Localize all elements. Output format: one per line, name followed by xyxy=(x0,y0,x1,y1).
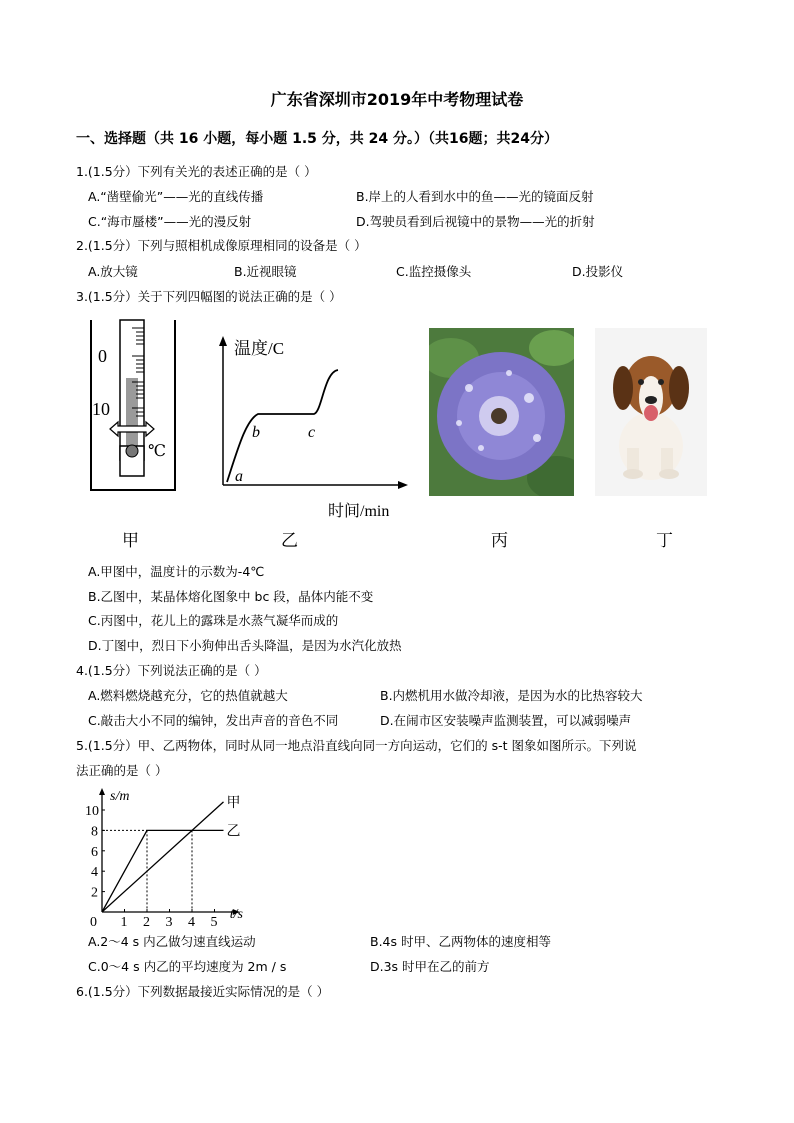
question-5-option-a: A.2～4 s 内乙做匀速直线运动 xyxy=(88,934,256,949)
section-heading: 一、选择题（共 16 小题，每小题 1.5 分，共 24 分。）（共16题；共24分） xyxy=(76,131,558,147)
question-2-option-d: D.投影仪 xyxy=(572,264,624,279)
question-5-option-c: C.0～4 s 内乙的平均速度为 2m / s xyxy=(88,959,287,974)
series-line-yi xyxy=(102,830,224,912)
question-1-stem: 1.(1.5分）下列有关光的表述正确的是（ ） xyxy=(76,164,317,179)
series-label-yi: 乙 xyxy=(226,824,241,840)
page-title: 广东省深圳市2019年中考物理试卷 xyxy=(270,90,524,109)
x-tick-label: 5 xyxy=(210,915,218,926)
x-tick-label: 2 xyxy=(143,915,150,926)
question-6-stem: 6.(1.5分）下列数据最接近实际情况的是（ ） xyxy=(76,984,330,999)
question-1-option-d: D.驾驶员看到后视镜中的景物——光的折射 xyxy=(356,214,595,229)
melting-point-c: c xyxy=(308,424,316,441)
question-5-option-b: B.4s 时甲、乙两物体的速度相等 xyxy=(370,934,551,949)
x-tick-label: 1 xyxy=(120,915,128,926)
question-4-option-c: C.敲击大小不同的编钟，发出声音的音色不同 xyxy=(88,713,339,728)
question-3-option-b: B.乙图中，某晶体熔化图象中 bc 段，晶体内能不变 xyxy=(88,589,374,604)
figure-label-jia: 甲 xyxy=(122,531,139,550)
y-axis-arrow xyxy=(99,788,105,795)
series-line-jia xyxy=(102,802,224,912)
figure-label-yi: 乙 xyxy=(281,531,298,550)
x-tick-label: 3 xyxy=(165,915,173,926)
y-tick-label: 8 xyxy=(91,824,98,840)
question-4-option-a: A.燃料燃烧越充分，它的热值就越大 xyxy=(88,688,288,703)
question-4-option-d: D.在闹市区安装噪声监测装置，可以减弱噪声 xyxy=(380,713,632,728)
melting-ylabel: 温度/C xyxy=(234,339,285,358)
question-4-stem: 4.(1.5分）下列说法正确的是（ ） xyxy=(76,663,267,678)
question-5-stem-line1: 5.(1.5分）甲、乙两物体，同时从同一地点沿直线向同一方向运动，它们的 s-t 图象如图所示。下列说 xyxy=(76,738,637,753)
question-2-option-b: B.近视眼镜 xyxy=(234,264,297,279)
melting-point-b: b xyxy=(252,424,260,441)
question-1-option-b: B.岸上的人看到水中的鱼——光的镜面反射 xyxy=(356,189,594,204)
question-2-stem: 2.(1.5分）下列与照相机成像原理相同的设备是（ ） xyxy=(76,238,367,253)
y-tick-label: 4 xyxy=(91,865,98,881)
x-tick-label: 4 xyxy=(188,915,195,926)
thermometer-unit: ℃ xyxy=(148,443,166,460)
y-tick-label: 10 xyxy=(85,804,99,819)
puppy-photo xyxy=(595,328,707,496)
figure-label-bing: 丙 xyxy=(491,531,508,550)
thermometer-tick-0: 0 xyxy=(98,346,107,366)
series-label-jia: 甲 xyxy=(226,795,241,811)
x-axis-label: t/s xyxy=(229,907,243,922)
question-3-option-c: C.丙图中，花儿上的露珠是水蒸气凝华而成的 xyxy=(88,613,339,628)
melting-graph-figure xyxy=(210,330,415,522)
y-axis-label: s/m xyxy=(110,789,130,804)
question-1-option-a: A.“凿壁偷光”——光的直线传播 xyxy=(88,189,264,204)
y-tick-label: 2 xyxy=(91,885,98,901)
x-tick-label: 0 xyxy=(90,915,97,926)
question-3-option-d: D.丁图中，烈日下小狗伸出舌头降温，是因为水汽化放热 xyxy=(88,638,402,653)
s-t-graph xyxy=(80,786,280,926)
question-2-option-a: A.放大镜 xyxy=(88,264,138,279)
thermometer-figure xyxy=(86,318,186,496)
thermometer-tick-10: 10 xyxy=(92,399,110,419)
question-4-option-b: B.内燃机用水做冷却液，是因为水的比热容较大 xyxy=(380,688,643,703)
melting-xlabel: 时间/min xyxy=(328,503,390,520)
question-3-stem: 3.(1.5分）关于下列四幅图的说法正确的是（ ） xyxy=(76,289,342,304)
flower-dew-photo xyxy=(429,328,574,496)
question-5-option-d: D.3s 时甲在乙的前方 xyxy=(370,959,490,974)
figure-label-ding: 丁 xyxy=(656,531,673,550)
question-2-option-c: C.监控摄像头 xyxy=(396,264,472,279)
y-tick-label: 6 xyxy=(91,844,98,860)
question-5-stem-line2: 法正确的是（ ） xyxy=(76,763,168,778)
question-3-option-a: A.甲图中，温度计的示数为-4℃ xyxy=(88,564,265,579)
question-1-option-c: C.“海市蜃楼”——光的漫反射 xyxy=(88,214,252,229)
melting-point-a: a xyxy=(235,468,243,485)
